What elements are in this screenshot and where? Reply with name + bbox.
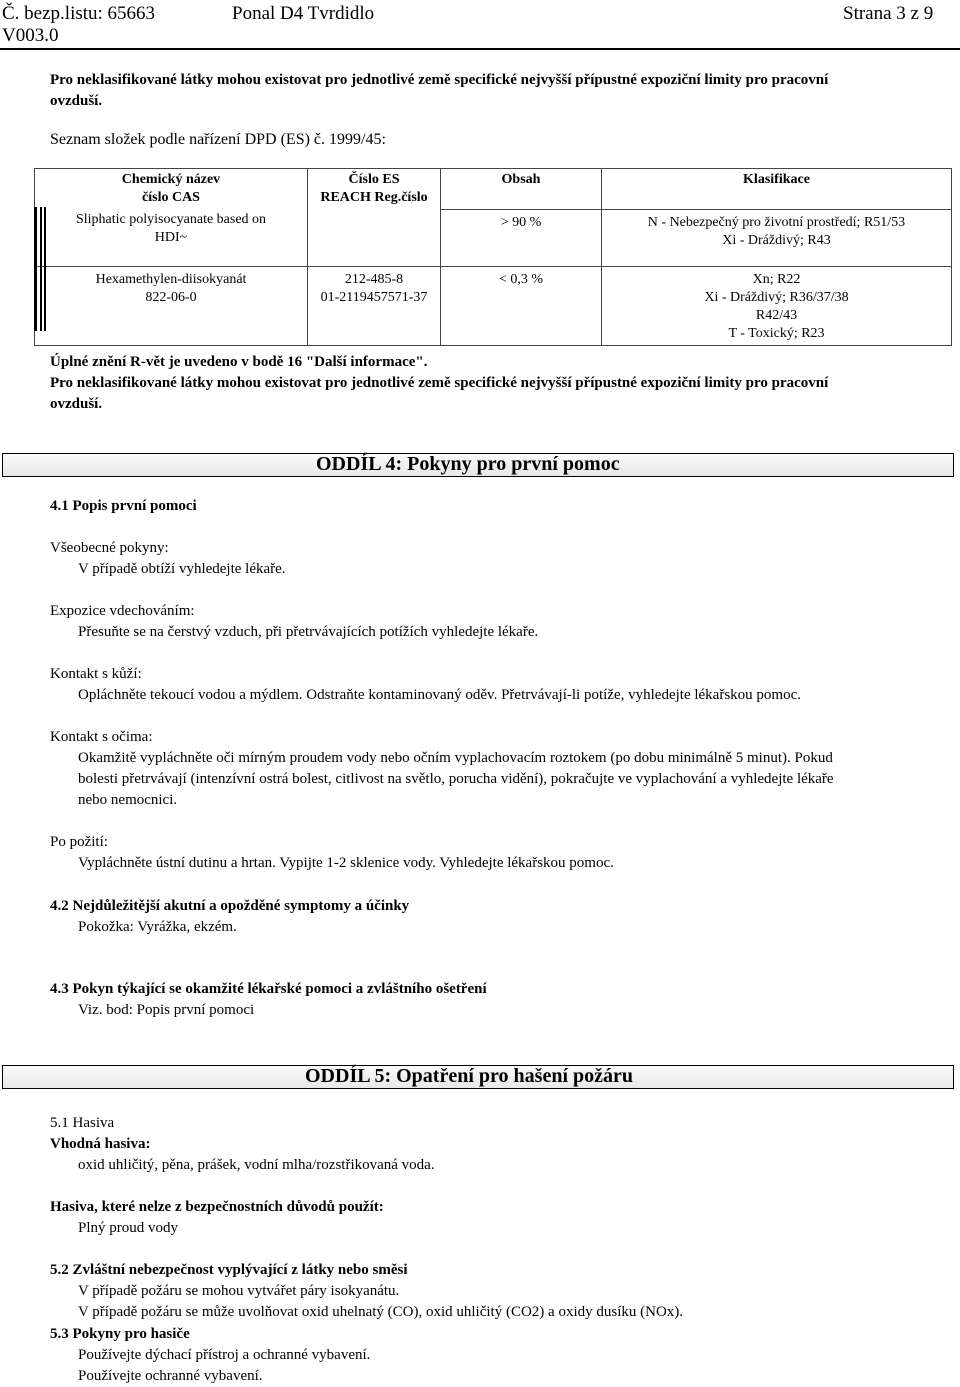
first-aid-inhalation: Expozice vdechováním: Přesuňte se na čerstvý vzduch, při přetrvávajících potížích vyhledejte lékaře.	[50, 603, 539, 640]
intro-text: Pro neklasifikované látky mohou existovat pro jednotlivé země specifické nejvyšší přípustné expoziční limity pro pracovní ovzduší.	[50, 72, 829, 109]
subsection-4-2: 4.2 Nejdůležitější akutní a opožděné symptomy a účinky Pokožka: Vyrážka, ekzém.	[50, 898, 410, 935]
subsection-5-3: 5.3 Pokyny pro hasiče Používejte dýchací přístroj a ochranné vybavení. Používejte ochranné vybavení.	[50, 1326, 371, 1384]
cell-name: Sliphatic polyisocyanate based on HDI~	[35, 209, 308, 266]
col-chemical-name: Chemický název číslo CAS	[35, 169, 308, 210]
after-table-text: Úplné znění R-vět je uvedeno v bodě 16 "Další informace". Pro neklasifikované látky mohou existovat pro jednotlivé země specifické nejvyšší přípustné expoziční limity pro pracovní ovzduší.	[50, 354, 829, 412]
first-aid-general: Všeobecné pokyny: V případě obtíží vyhledejte lékaře.	[50, 540, 286, 577]
product-name: Ponal D4 Tvrdidlo	[232, 3, 375, 24]
cell-classification: N - Nebezpečný pro životní prostředí; R51/53 Xi - Dráždivý; R43	[602, 209, 952, 266]
col-es-number: Číslo ES REACH Reg.číslo	[308, 169, 441, 210]
table-row	[35, 266, 952, 345]
section-4-title: ODDÍL 4: Pokyny pro první pomoc	[316, 453, 620, 475]
page-number: Strana 3 z 9	[843, 3, 934, 24]
first-aid-eyes: Kontakt s očima: Okamžitě vypláchněte oči mírným proudem vody nebo očním vyplachovacím roztokem (po dobu minimálně 5 minut). Pokud bolesti přetrvávají (intenzívní ostrá bolest, citlivost na světlo, porucha vidění), pokračujte ve vyplachování a vyhledejte lékaře nebo nemocnici.	[50, 729, 834, 808]
header-divider	[0, 48, 960, 50]
section-5-title: ODDÍL 5: Opatření pro hašení požáru	[305, 1065, 633, 1087]
unsuitable-media: Hasiva, které nelze z bezpečnostních důvodů použít: Plný proud vody	[50, 1199, 384, 1236]
col-content: Obsah	[441, 169, 602, 210]
cell-content: < 0,3 %	[441, 266, 602, 345]
subsection-5-1: 5.1 Hasiva Vhodná hasiva: oxid uhličitý, pěna, prášek, vodní mlha/rozstřikovaná voda.	[50, 1115, 435, 1173]
table-row	[35, 209, 952, 266]
doc-number: Č. bezp.listu: 65663	[2, 3, 156, 24]
first-aid-ingestion: Po požití: Vypláchněte ústní dutinu a hrtan. Vypijte 1-2 sklenice vody. Vyhledejte lékařskou pomoc.	[50, 834, 614, 871]
cell-content: > 90 %	[441, 209, 602, 266]
subsection-4-3: 4.3 Pokyn týkající se okamžité lékařské pomoci a zvláštního ošetření Viz. bod: Popis první pomoci	[50, 981, 487, 1018]
version: V003.0	[2, 25, 59, 46]
subsection-4-1: 4.1 Popis první pomoci	[50, 498, 197, 514]
col-classification: Klasifikace	[602, 169, 952, 210]
revision-bars	[34, 207, 46, 331]
cell-es	[308, 209, 441, 266]
composition-table	[34, 168, 952, 346]
list-title: Seznam složek podle nařízení DPD (ES) č. 1999/45:	[50, 131, 386, 148]
first-aid-skin: Kontakt s kůží: Opláchněte tekoucí vodou a mýdlem. Odstraňte kontaminovaný oděv. Přetrvávají-li potíže, vyhledejte lékařskou pomoc.	[50, 666, 801, 703]
cell-name: Hexamethylen-diisokyanát 822-06-0	[35, 266, 308, 345]
table-header-row	[35, 169, 952, 210]
subsection-5-2: 5.2 Zvláštní nebezpečnost vyplývající z látky nebo směsi V případě požáru se mohou vytvářet páry isokyanátu. V případě požáru se může uvolňovat oxid uhelnatý (CO), oxid uhličitý (CO2) a oxidy dusíku (NOx).	[50, 1262, 684, 1320]
cell-classification: Xn; R22 Xi - Dráždivý; R36/37/38 R42/43 T - Toxický; R23	[602, 266, 952, 345]
cell-es: 212-485-8 01-2119457571-37	[308, 266, 441, 345]
